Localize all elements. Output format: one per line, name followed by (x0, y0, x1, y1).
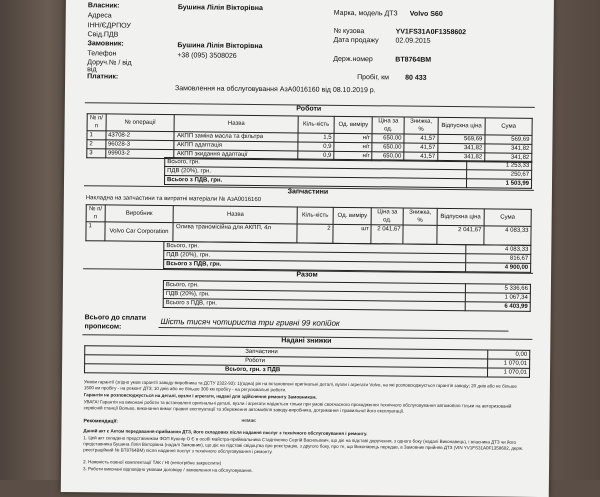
cell: 2 (87, 140, 106, 149)
discount-works-value: 1 070,01 (487, 359, 529, 368)
recommendations-value: немає (241, 417, 256, 425)
parts-col-price: Ціна за од. (371, 208, 403, 225)
works-col-n: № п/п (87, 114, 106, 131)
owner-value: Бушина Лілія Вікторівна (177, 4, 263, 13)
warranty-notice: УВАГА! Гарантія на виконані роботи та встановлені оригінальні деталі, вузли і агрегати надається тільки при умові своєчасного проходження технічного обслуговування автомобіля тільки на авторизованій сервісній станції Вольво, виконання вимог правил експлуатації та збереження автомобіля заводу-виробника, дотримання і правильної його експлуатації. (83, 399, 512, 414)
phone-label: Телефон (87, 50, 117, 58)
works-vat-label: ПДВ (20%), грн. (165, 167, 467, 179)
owner-label: Власник: (87, 2, 120, 10)
vin-value: YV1FS31A0F1358602 (395, 28, 467, 37)
act-statement: Даний акт є Актом передавання-приймання ДТЗ, його складових після надання послуг з технічного обслуговування і ремонту. (83, 428, 368, 437)
cell: 0,9 (298, 151, 334, 160)
discounts-title: Надані знижки (281, 337, 332, 345)
works-section-title: Роботи (296, 105, 322, 113)
parts-total-vat-label: Всього з ПДВ, грн. (164, 260, 466, 272)
act-paragraph-1: 1. Цей акт складено представником ФОП Кушнір О Є в особі майстра-приймальника Стадніченко Сергій Васильович, що діє на підставі доручення, з одного боку (надалі Виконавець), і власника ДТЗ чи його представника Бушина Лілія Вікторівна (надалі Замовник), що діє на підставі свідоцтва про реєстрацію, з другого боку, про те, що Виконавець передав, а Замовник прийняв ДТЗ (VIN YV1FS31A0F1358602, держ. реєстраційний № BT8764BM) після надання послуг з технічного обслуговування і ремонту. (83, 435, 524, 455)
sale-date-label: Дата продажу (333, 36, 379, 45)
works-vat-value: 250,67 (467, 170, 532, 180)
address-label: Адреса (87, 12, 112, 20)
cell: 2 (297, 224, 333, 243)
parts-totals (163, 241, 531, 273)
summary-total-value: 5 336,66 (466, 284, 531, 294)
act-paragraph-3: 3. Роботи виконані відповідно умовам договору / замовлення на обслуговування. (82, 466, 253, 473)
payer-label: Платник: (87, 73, 119, 81)
customer-value: Бушина Лілія Вікторівна (177, 42, 263, 51)
works-col-disc: Знижка, % (404, 117, 438, 134)
cell: 41,57 (404, 152, 438, 161)
cell: 99903-2 (105, 149, 174, 159)
parts-col-qty: Кіль-кість (297, 207, 333, 224)
cell: 341,82 (485, 153, 532, 162)
parts-total-value: 4 083,33 (466, 245, 531, 255)
order-line: Замовлення на обслуговування АзА0016160 від 08.10.2019 р. (174, 85, 376, 95)
vin-label: № кузова (333, 27, 365, 36)
cell: 1,5 (298, 133, 334, 142)
warranty-terms: Умови гарантії (згідно умов гарантії заводу-виробника та ДСТУ 2322-93): 1)(одна) рік на встановлені оригінальні деталі, вузли і агрегати Volvo, на які розповсюджується гарантія заводу; 20 днів або не більше 1500 км пробігу - на ремонт ДТЗ; 10 днів або не більше 300 км пробігу - на регулювальні роботи. (83, 379, 517, 393)
mileage-value: 80 433 (405, 74, 427, 82)
works-col-sum: Сума (485, 118, 532, 135)
recommendations-label: Рекомендації: (83, 418, 118, 425)
parts-col-sum: Сума (484, 209, 531, 226)
inn-label: ІНН/ЄДРПОУ (87, 22, 131, 30)
summary-totals (163, 280, 531, 312)
plate-label: Держ.номер (333, 55, 373, 64)
works-total-value: 1 253,33 (467, 161, 532, 171)
cell: 0,9 (298, 142, 334, 151)
cell: 2 041,67 (371, 225, 403, 244)
cell: 569,69 (485, 135, 532, 144)
parts-col-maker: Виробник (105, 205, 174, 223)
parts-vat-value: 816,67 (466, 254, 531, 264)
brand-label: Марка, модель ДТЗ (333, 9, 398, 18)
works-col-name: Назва (174, 115, 298, 133)
cell: 341,82 (438, 152, 485, 161)
cell: 96028-3 (105, 140, 174, 150)
cell: 650,00 (372, 134, 404, 143)
works-col-net: Відпускна ціна (438, 117, 485, 134)
payment-label-2: прописом: (84, 323, 122, 331)
discount-parts-label: Запчастини (85, 346, 488, 359)
cell: 43708-2 (106, 131, 175, 141)
works-col-price: Ціна за од. (372, 117, 404, 134)
payment-label-1: Всього до сплати (84, 314, 147, 322)
cell: н/г (334, 151, 372, 160)
warranty-exclusion: Гарантія не розповсюджується на деталі, вузли і агрегати, надані для здійснення ремонту Замовником. (83, 392, 317, 400)
act-paragraph-2: 2. Наявність повної комплектації ТАК / НІ (непотрібне закреслити) (83, 459, 222, 466)
works-total-vat-label: Всього з ПДВ, грн. (164, 176, 466, 188)
phone-value: +38 (095) 3508026 (177, 52, 237, 60)
cell (403, 225, 437, 244)
vat-cert-label: Свід.ПДВ (87, 31, 119, 39)
parts-total-vat-value: 4 900,00 (466, 263, 531, 273)
works-col-op: № операції (106, 114, 175, 132)
discount-total-label: Всього, грн. з ПДВ (85, 364, 488, 377)
discount-total-value: 1 070,01 (487, 368, 529, 377)
parts-col-disc: Знижка, % (403, 208, 437, 225)
cell: 341,82 (485, 144, 532, 153)
works-col-unit: Од. виміру (334, 116, 372, 133)
works-total-vat-value: 1 503,99 (467, 179, 532, 189)
discount-parts-value: 0,00 (487, 350, 529, 359)
summary-vat-value: 1 067,34 (466, 293, 531, 303)
service-act-document (61, 0, 554, 497)
works-total-label: Всього, грн. (165, 158, 467, 170)
parts-invoice-line: Накладна на запчастини та витратні матеріали № АзА0016160 (85, 195, 262, 204)
parts-col-n: № п/п (86, 205, 105, 222)
summary-section-title: Разом (296, 271, 318, 279)
discount-works-label: Роботи (85, 355, 488, 368)
cell: АКПП заміна масла та фільтра (174, 132, 298, 142)
works-table (86, 113, 532, 163)
parts-table (85, 204, 531, 246)
cell: 2 041,67 (437, 225, 484, 244)
cell: 650,00 (372, 143, 404, 152)
cell: 41,57 (404, 143, 438, 152)
payment-words: Шість тисяч чотириста три гривні 99 копійок (160, 317, 340, 328)
cell: Олива трансмісійна для АКПП, 4л (173, 223, 297, 243)
cell: 650,00 (372, 152, 404, 161)
summary-vat-label: ПДВ (20%), грн. (163, 290, 465, 302)
parts-total-label: Всього, грн. (164, 242, 466, 254)
cell: 341,82 (438, 143, 485, 152)
parts-col-name: Назва (174, 206, 298, 224)
plate-value: BT8764BM (395, 56, 432, 64)
summary-total-vat-value: 6 403,99 (466, 302, 531, 312)
parts-section-title: Запчастини (287, 188, 329, 196)
cell: 1 (87, 131, 106, 140)
parts-col-net: Відпускна ціна (437, 208, 484, 225)
proxy-label: Доруч.№ / від (87, 59, 132, 67)
sale-date-value: 02.09.2015 (395, 37, 431, 45)
customer-label: Замовник: (87, 40, 124, 48)
cell: шт (333, 224, 371, 243)
summary-total-vat-label: Всього з ПДВ, грн. (163, 299, 465, 311)
discounts-table (84, 345, 530, 378)
cell: 41,57 (404, 134, 438, 143)
summary-total-label: Всього, грн. (163, 281, 465, 293)
mileage-label: Пробіг, км (357, 74, 390, 82)
cell: Volvo Car Corporation (104, 222, 173, 242)
brand-value: Volvo S60 (409, 10, 443, 18)
proxy-date-label: від (87, 66, 97, 74)
cell: 569,69 (438, 134, 485, 143)
cell: АКПП адаптація (174, 141, 298, 151)
parts-col-unit: Од. виміру (333, 207, 371, 224)
cell: н/г (334, 133, 372, 142)
cell: 3 (87, 149, 106, 158)
cell: АКПП зкидання адаптації (174, 150, 298, 160)
cell: 4 083,33 (484, 226, 531, 245)
cell: н/г (334, 142, 372, 151)
works-totals (164, 157, 532, 189)
cell: 1 (86, 222, 105, 241)
parts-vat-label: ПДВ (20%), грн. (164, 251, 466, 263)
works-col-qty: Кіль-кість (298, 116, 334, 133)
